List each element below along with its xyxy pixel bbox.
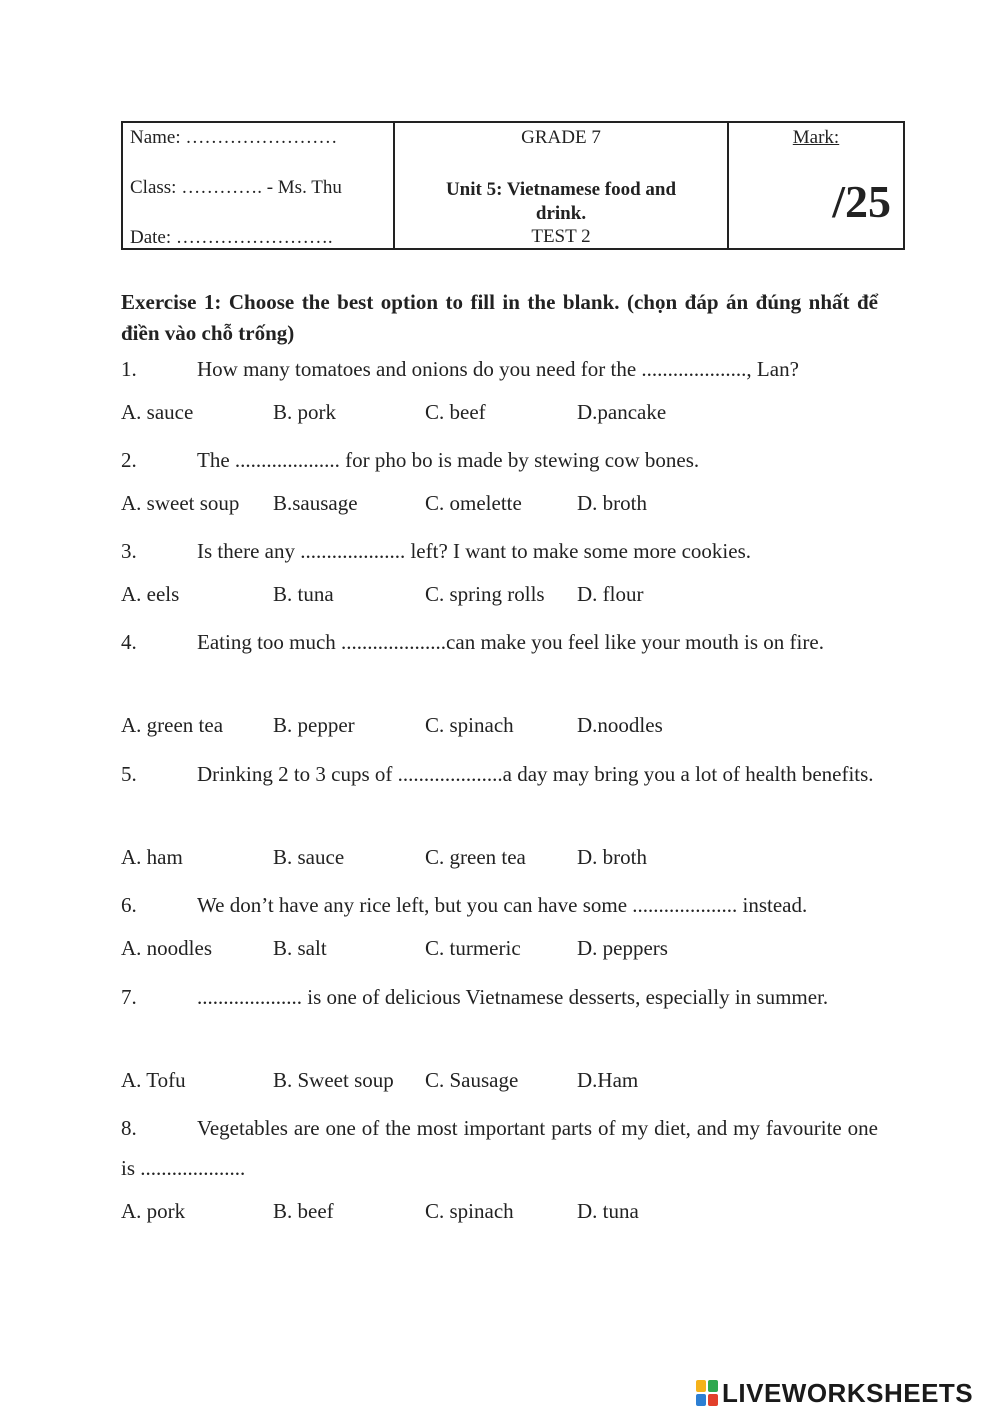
option-a[interactable]: A. green tea	[121, 713, 224, 737]
question-number: 3.	[121, 539, 137, 563]
question-number: 6.	[121, 893, 137, 917]
question-text: Vegetables are one of the most important parts of my diet, and my favourite one is ....................	[121, 1116, 878, 1180]
brand-name: LIVEWORKSHEETS	[722, 1377, 974, 1408]
question-text: Drinking 2 to 3 cups of ....................a day may bring you a lot of health benefits.	[197, 762, 874, 786]
question-3	[121, 531, 878, 571]
grade-label: GRADE 7	[521, 127, 601, 148]
question-number: 2.	[121, 448, 137, 472]
option-d[interactable]: D. flour	[577, 582, 644, 606]
option-d[interactable]: D.pancake	[577, 400, 667, 424]
option-d[interactable]: D. peppers	[577, 936, 668, 960]
option-b[interactable]: B. beef	[273, 1199, 334, 1223]
option-c[interactable]: C. spinach	[425, 713, 514, 737]
option-b[interactable]: B. Sweet soup	[273, 1068, 394, 1092]
option-b[interactable]: B. salt	[273, 936, 327, 960]
name-line: Name: ……………………	[130, 127, 338, 148]
logo-square-icon	[696, 1394, 706, 1406]
option-c[interactable]: C. turmeric	[425, 936, 521, 960]
liveworksheets-logo[interactable]	[696, 1376, 973, 1410]
logo-square-icon	[696, 1380, 706, 1392]
mark-total: /25	[832, 176, 891, 227]
option-b[interactable]: B. sauce	[273, 845, 345, 869]
option-a[interactable]: A. eels	[121, 582, 180, 606]
question-number: 5.	[121, 762, 137, 786]
option-b[interactable]: B. pork	[273, 400, 336, 424]
question-text: How many tomatoes and onions do you need for the ...................., Lan?	[197, 357, 799, 381]
date-line: Date: …………………….	[130, 227, 333, 248]
logo-square-icon	[708, 1380, 718, 1392]
mark-label: Mark:	[792, 127, 840, 148]
question-7	[121, 977, 878, 1017]
class-line: Class: …………. - Ms. Thu	[130, 177, 342, 198]
option-d[interactable]: D. broth	[577, 491, 647, 515]
option-a[interactable]: A. sweet soup	[121, 491, 240, 515]
question-5	[121, 754, 878, 794]
question-4	[121, 622, 878, 662]
option-c[interactable]: C. Sausage	[425, 1068, 519, 1092]
question-text: .................... is one of delicious Vietnamese desserts, especially in summer.	[197, 985, 829, 1009]
question-8	[121, 1108, 878, 1188]
option-a[interactable]: A. noodles	[121, 936, 212, 960]
option-d[interactable]: D. tuna	[577, 1199, 639, 1223]
option-a[interactable]: A. ham	[121, 845, 183, 869]
option-b[interactable]: B. pepper	[273, 713, 355, 737]
test-title-cell	[394, 122, 728, 249]
question-number: 7.	[121, 985, 137, 1009]
question-number: 1.	[121, 357, 137, 381]
mark-cell	[728, 122, 904, 249]
student-info-cell	[122, 122, 394, 249]
option-c[interactable]: C. omelette	[425, 491, 522, 515]
option-a[interactable]: A. pork	[121, 1199, 186, 1223]
question-number: 4.	[121, 630, 137, 654]
liveworksheets-icon	[696, 1380, 718, 1406]
option-c[interactable]: C. spinach	[425, 1199, 514, 1223]
option-b[interactable]: B. tuna	[273, 582, 334, 606]
option-c[interactable]: C. spring rolls	[425, 582, 545, 606]
option-a[interactable]: A. sauce	[121, 400, 194, 424]
question-1	[121, 349, 878, 389]
question-text: We don’t have any rice left, but you can have some .................... instead.	[197, 893, 808, 917]
logo-square-icon	[708, 1394, 718, 1406]
question-6	[121, 885, 878, 925]
unit-title: Unit 5: Vietnamese food and drink.	[445, 179, 677, 224]
option-d[interactable]: D.noodles	[577, 713, 663, 737]
exercise-title: Exercise 1: Choose the best option to fill in the blank. (chọn đáp án đúng nhất để điền vào chỗ trống)	[121, 290, 878, 345]
option-c[interactable]: C. green tea	[425, 845, 526, 869]
option-b[interactable]: B.sausage	[273, 491, 358, 515]
option-c[interactable]: C. beef	[425, 400, 486, 424]
test-label: TEST 2	[531, 226, 591, 247]
question-text: Eating too much ....................can make you feel like your mouth is on fire.	[197, 630, 824, 654]
option-a[interactable]: A. Tofu	[121, 1068, 186, 1092]
header-table	[121, 121, 905, 250]
option-d[interactable]: D.Ham	[577, 1068, 639, 1092]
option-d[interactable]: D. broth	[577, 845, 647, 869]
question-text: The .................... for pho bo is made by stewing cow bones.	[197, 448, 700, 472]
question-2	[121, 440, 878, 480]
question-text: Is there any .................... left? I want to make some more cookies.	[197, 539, 752, 563]
question-number: 8.	[121, 1116, 137, 1140]
